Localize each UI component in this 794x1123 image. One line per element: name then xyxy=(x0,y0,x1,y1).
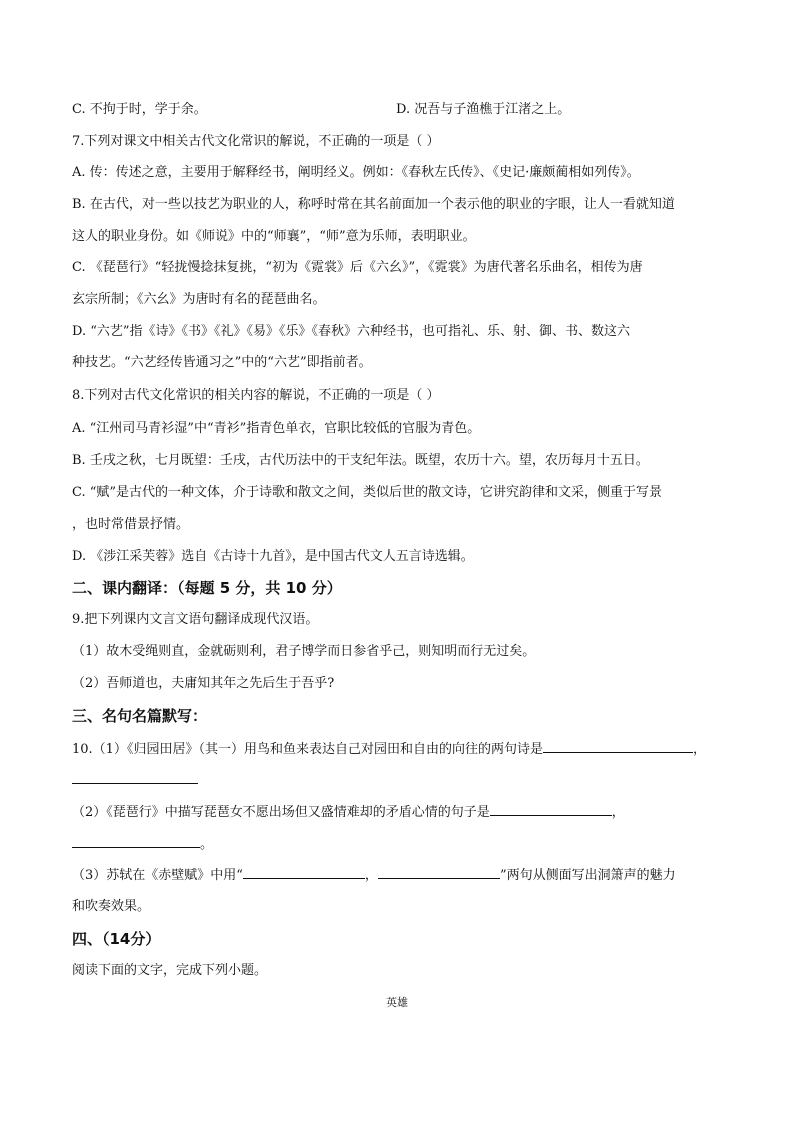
q10-1-blank-b[interactable] xyxy=(72,769,198,784)
q10-3-text-c: 和吹奏效果。 xyxy=(72,899,151,914)
q8-option-b: B. 壬戌之秋，七月既望：壬戌，古代历法中的干支纪年法。既望，农历十六。望，农历每月十五日。 xyxy=(72,453,649,468)
q10-2-blank-a[interactable] xyxy=(490,801,612,816)
q8-option-c-line1: C. “赋”是古代的一种文体，介于诗歌和散文之间，类似后世的散文诗，它讲究韵律和文采，侧重于写景 xyxy=(72,485,663,500)
q7-stem: 7.下列对课文中相关古代文化常识的解说，不正确的一项是（ ） xyxy=(72,134,440,149)
q10-1-line2 xyxy=(72,769,198,792)
q8-stem: 8.下列对古代文化常识的相关内容的解说，不正确的一项是（ ） xyxy=(72,388,440,403)
q10-3-text-a: （3）苏轼在《赤壁赋》中用“ xyxy=(72,868,243,883)
q9-stem: 9.把下列课内文言文语句翻译成现代汉语。 xyxy=(72,612,319,627)
q10-1-text: 10.（1）《归园田居》（其一）用鸟和鱼来表达自己对园田和自由的向往的两句诗是 xyxy=(72,742,543,757)
q10-1-blank-a[interactable] xyxy=(543,738,693,753)
q9-sentence-1: （1）故木受绳则直，金就砺则利，君子博学而日参省乎己，则知明而行无过矣。 xyxy=(72,644,536,659)
q7-option-b-line1: B. 在古代，对一些以技艺为职业的人，称呼时常在其名前面加一个表示他的职业的字眼，让人一看就知道 xyxy=(72,197,675,212)
q10-3-comma: ， xyxy=(364,868,378,883)
q8-option-c-line2: ，也时常借景抒情。 xyxy=(72,517,190,532)
q8-option-d: D. 《涉江采芙蓉》选自《古诗十九首》，是中国古代文人五言诗选辑。 xyxy=(72,549,474,564)
q7-option-a: A. 传：传述之意，主要用于解释经书，阐明经义。例如：《春秋左氏传》、《史记·廉颇蔺相如列传》。 xyxy=(72,165,640,180)
q6-option-d: D. 况吾与子渔樵于江渚之上。 xyxy=(396,102,571,117)
q10-3-line xyxy=(72,864,676,887)
q9-sentence-2: （2）吾师道也，夫庸知其年之先后生于吾乎? xyxy=(72,676,335,691)
q10-3-blank-a[interactable] xyxy=(243,864,365,879)
q10-2-text: （2）《琵琶行》中描写琵琶女不愿出场但又盛情难却的矛盾心情的句子是 xyxy=(72,805,490,820)
q10-2-period: 。 xyxy=(200,837,214,852)
q6-option-c: C. 不拘于时，学于余。 xyxy=(72,102,207,117)
section-2-heading: 二、课内翻译：（每题 5 分，共 10 分） xyxy=(72,579,342,597)
q10-2-blank-b[interactable] xyxy=(72,833,200,848)
q10-1-line xyxy=(72,738,706,761)
q7-option-c-line1: C. 《琵琶行》“轻拢慢捻抹复挑，“初为《霓裳》后《六幺》”，《霓裳》为唐代著名乐曲名，相传为唐 xyxy=(72,260,643,275)
q10-2-comma: ， xyxy=(611,805,625,820)
section-3-heading: 三、名句名篇默写： xyxy=(72,707,208,725)
q7-option-b-line2: 这人的职业身份。如《师说》中的“师襄”，“师”意为乐师，表明职业。 xyxy=(72,229,476,244)
q10-2-line2 xyxy=(72,833,213,856)
section-4-heading: 四、（14分） xyxy=(72,930,161,948)
q10-1-comma: ， xyxy=(692,742,706,757)
q10-3-blank-b[interactable] xyxy=(378,864,500,879)
q10-2-line xyxy=(72,801,625,824)
q7-option-d-line1: D. “六艺”指《诗》《书》《礼》《易》《乐》《春秋》六种经书，也可指礼、乐、射、御、书、数这六 xyxy=(72,324,631,339)
q7-option-d-line2: 种技艺。“六艺经传皆通习之”中的“六艺”即指前者。 xyxy=(72,355,372,370)
q10-3-text-b: ”两句从侧面写出洞箫声的魅力 xyxy=(499,868,676,883)
q7-option-c-line2: 玄宗所制；《六幺》为唐时有名的琵琶曲名。 xyxy=(72,292,326,307)
q8-option-a: A. “江州司马青衫湿”中“青衫”指青色单衣，官职比较低的官服为青色。 xyxy=(72,421,481,436)
passage-title: 英雄 xyxy=(386,996,408,1009)
section-4-intro: 阅读下面的文字，完成下列小题。 xyxy=(72,963,268,978)
